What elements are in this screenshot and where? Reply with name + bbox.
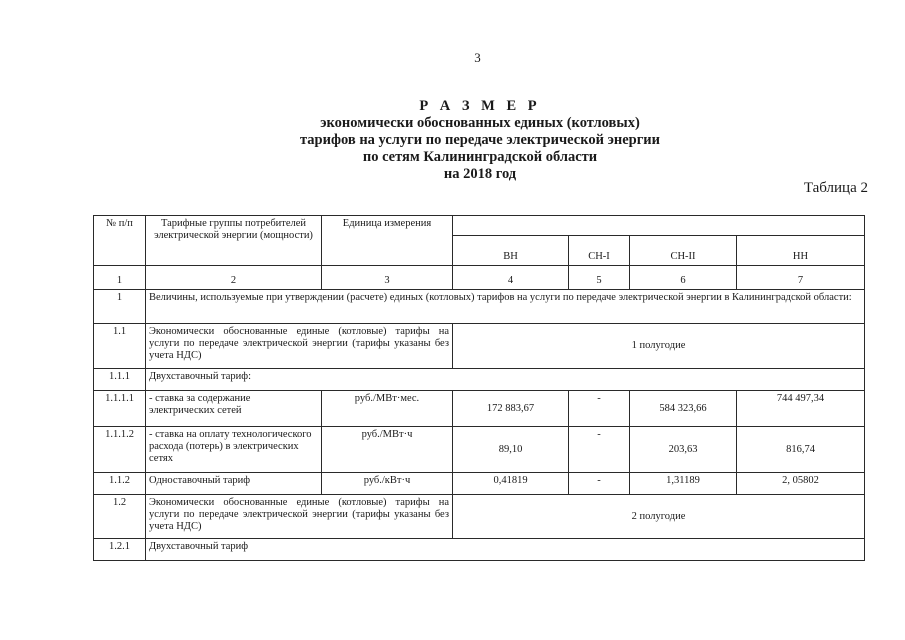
row-period: 2 полугодие	[453, 495, 865, 539]
row-text: Экономически обоснованные единые (котловые) тарифы на услуги по передаче электрической энергии (тарифы указаны без учета НДС)	[146, 324, 453, 369]
header-voltage-group	[453, 216, 865, 236]
row-sn1: -	[569, 473, 630, 495]
row-sn2: 1,31189	[630, 473, 737, 495]
table-row	[94, 290, 865, 324]
header-vn: ВН	[453, 236, 569, 266]
index-cell: 1	[94, 266, 146, 290]
row-period: 1 полугодие	[453, 324, 865, 369]
index-cell: 6	[630, 266, 737, 290]
index-cell: 3	[322, 266, 453, 290]
header-unit: Единица измерения	[322, 216, 453, 266]
table-label: Таблица 2	[803, 180, 868, 196]
row-unit: руб./МВт·ч	[322, 427, 453, 473]
title-line-4: по сетям Калининградской области	[362, 149, 598, 165]
table-row	[94, 473, 865, 495]
row-sn1: -	[569, 391, 630, 427]
row-num: 1.1.1.1	[94, 391, 146, 427]
row-text: - ставка на оплату технологического расхода (потерь) в электрических сетях	[146, 427, 322, 473]
row-nn: 2, 05802	[737, 473, 865, 495]
page-number: 3	[474, 50, 481, 65]
row-vn: 89,10	[453, 427, 569, 473]
header-sn1: СН-I	[569, 236, 630, 266]
row-num: 1.1.2	[94, 473, 146, 495]
row-text: Двухставочный тариф:	[146, 369, 865, 391]
table-row	[94, 324, 865, 369]
table-row	[94, 495, 865, 539]
index-cell: 2	[146, 266, 322, 290]
header-row-top	[94, 216, 865, 236]
table-row	[94, 427, 865, 473]
tariff-table	[93, 215, 865, 561]
row-text: Экономически обоснованные единые (котловые) тарифы на услуги по передаче электрической энергии (тарифы указаны без учета НДС)	[146, 495, 453, 539]
row-text: Двухставочный тариф	[146, 539, 865, 561]
row-sn2: 584 323,66	[630, 391, 737, 427]
row-unit: руб./кВт·ч	[322, 473, 453, 495]
index-cell: 7	[737, 266, 865, 290]
header-sn2: СН-II	[630, 236, 737, 266]
row-nn: 744 497,34	[737, 391, 865, 427]
title-line-3: тарифов на услуги по передаче электрической энергии	[299, 132, 660, 148]
row-unit: руб./МВт·мес.	[322, 391, 453, 427]
row-text: Одноставочный тариф	[146, 473, 322, 495]
row-sn1: -	[569, 427, 630, 473]
header-num: № п/п	[94, 216, 146, 266]
table-row	[94, 539, 865, 561]
row-num: 1.2	[94, 495, 146, 539]
row-num: 1	[94, 290, 146, 324]
document-title	[230, 98, 730, 183]
table-row	[94, 391, 865, 427]
table-row	[94, 369, 865, 391]
row-text: - ставка за содержание электрических сетей	[146, 391, 322, 427]
row-sn2: 203,63	[630, 427, 737, 473]
row-vn: 0,41819	[453, 473, 569, 495]
row-num: 1.1.1	[94, 369, 146, 391]
row-text: Величины, используемые при утверждении (расчете) единых (котловых) тарифов на услуги по передаче электрической энергии в Калининградской области:	[146, 290, 865, 324]
title-line-2: экономически обоснованных единых (котловых)	[320, 115, 640, 131]
row-nn: 816,74	[737, 427, 865, 473]
row-vn: 172 883,67	[453, 391, 569, 427]
index-row	[94, 266, 865, 290]
header-group: Тарифные группы потребителей электрической энергии (мощности)	[146, 216, 322, 266]
index-cell: 4	[453, 266, 569, 290]
row-num: 1.1.1.2	[94, 427, 146, 473]
row-num: 1.2.1	[94, 539, 146, 561]
title-line-1: Р А З М Е Р	[419, 98, 541, 114]
title-line-5: на 2018 год	[443, 166, 517, 182]
header-nn: НН	[737, 236, 865, 266]
index-cell: 5	[569, 266, 630, 290]
row-num: 1.1	[94, 324, 146, 369]
